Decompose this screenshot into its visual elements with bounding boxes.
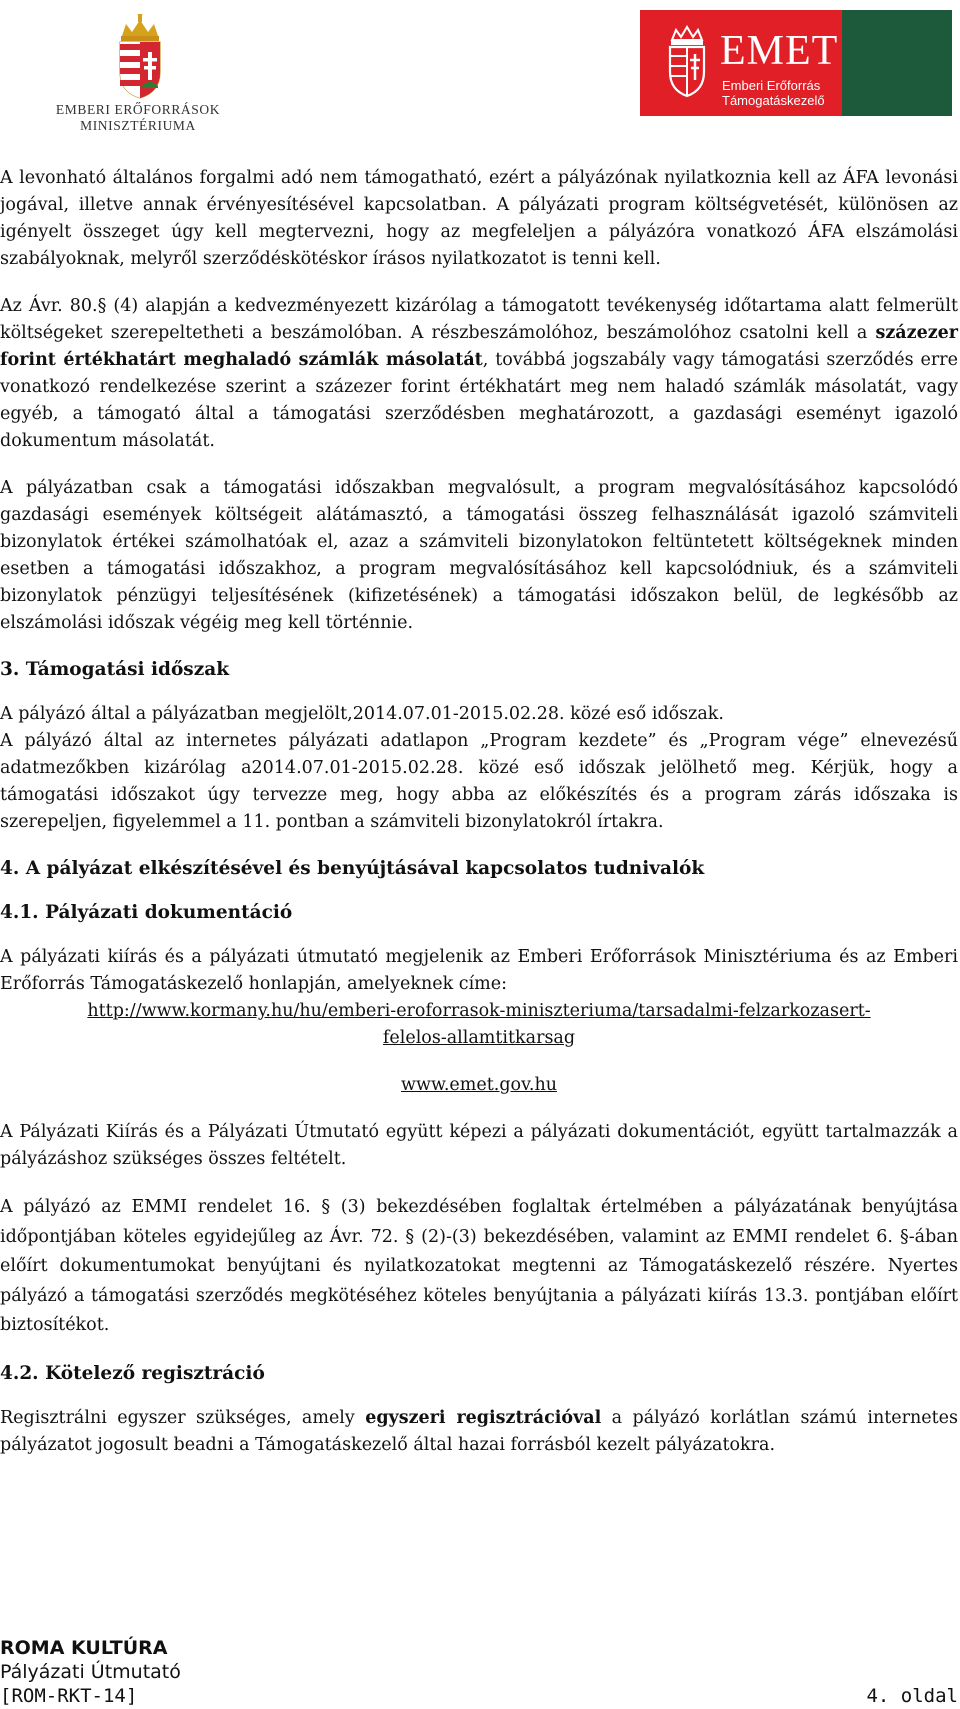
kormany-link-block [0,998,958,1052]
footer-doc-type: Pályázati Útmutató [0,1661,181,1683]
ministry-name-line2: MINISZTÉRIUMA [80,118,196,133]
kormany-link-line2[interactable]: felelos-allamtitkarsag [382,1028,576,1048]
page-footer [0,1636,958,1708]
paragraph-avr-80-bold: százezer forint értékhatárt meghaladó számlák másolatát [0,323,958,370]
paragraph-period: A pályázó által a pályázatban megjelölt,2014.07.01-2015.02.28. közé eső időszak. [0,704,724,724]
kormany-link-line1[interactable]: http://www.kormany.hu/hu/emberi-eroforrasok-miniszteriuma/tarsadalmi-felzarkozasert- [87,1001,871,1021]
paragraph-registration-bold: egyszeri regisztrációval [365,1407,602,1428]
paragraph-registration [0,1405,958,1459]
paragraph-vat: A levonható általános forgalmi adó nem támogatható, ezért a pályázónak nyilatkoznia kell az ÁFA levonási jogával, illetve annak érvényesítésével kapcsolatban. A pályázati program költségvetését, különösen az igényelt összeget úgy kell megtervezni, hogy az megfeleljen a pályázóra vonatkozó ÁFA elszámolási szabályoknak, melyről szerződéskötéskor írásos nyilatkozatot is tenni kell. [0,168,958,269]
footer-program-title: ROMA KULTÚRA [0,1637,168,1659]
section-heading-4-2: 4.2. Kötelező regisztráció [0,1362,265,1384]
section-heading-4-1: 4.1. Pályázati dokumentáció [0,902,293,923]
emet-crest-icon [664,24,710,98]
emet-logo-green-block [842,10,952,116]
paragraph-avr-80 [0,293,958,455]
paragraph-period-details: A pályázó által az internetes pályázati adatlapon „Program kezdete” és „Program vége” elnevezésű adatmezőkben kizárólag a2014.07.01-2015.02.28. közé eső időszak jelölhető meg. Kérjük, hogy a támogatási időszakot úgy tervezze meg, hogy abba az előkészítés és a program zárás időszaka is szerepeljen, figyelemmel a 11. pontban a számviteli bizonylatokról írtakra. [0,731,958,832]
ministry-logo [48,14,228,134]
emet-logo-title: EMET [720,28,839,74]
paragraph-emmi-decree: A pályázó az EMMI rendelet 16. § (3) bekezdésében foglaltak értelmében a pályázatának benyújtása időpontjában köteles egyidejűleg az Ávr. 72. § (2)-(3) bekezdésében, valamint az EMMI rendelet 6. §-ában előírt dokumentumokat benyújtani és nyilatkozatokat megtenni az Támogatáskezelő részére. Nyertes pályázó a támogatási szerződés megkötéséhez köteles benyújtania a pályázati kiírás 13.3. pontjában előírt biztosítékot. [0,1197,958,1335]
ministry-logo-text [48,102,228,134]
emet-logo-subtitle [722,78,825,108]
emet-logo [640,10,952,116]
emet-link-block [0,1072,958,1099]
paragraph-avr-80-part2: , továbbá jogszabály vagy támogatási szerződés erre vonatkozó rendelkezése szerint a százezer forint értékhatárt meg nem haladó számlák másolatát, vagy egyéb, a támogató által a támogatási szerződésben meghatározott, a gazdasági eseményt igazoló dokumentum másolatát. [0,350,958,451]
paragraph-documentation-scope: A Pályázati Kiírás és a Pályázati Útmutató együtt képezi a pályázati dokumentációt, együtt tartalmazzák a pályázáshoz szükséges összes feltételt. [0,1122,958,1169]
footer-doc-code: [ROM-RKT-14] [0,1685,138,1707]
paragraph-eligible-costs: A pályázatban csak a támogatási időszakban megvalósult, a program megvalósításához kapcsolódó gazdasági események költségeit alátámasztó, a támogatási összeg felhasználását igazoló számviteli bizonylatok értékei számolhatóak el, azaz a számviteli bizonylatokon feltüntetett költségeknek minden esetben a támogatási időszakhoz, a program megvalósításához kell kapcsolódniuk, és a számviteli bizonylatok pénzügyi teljesítésének (kifizetésének) a támogatási időszakon belül, de legkésőbb az elszámolási időszak végéig meg kell történnie. [0,478,958,633]
emet-link[interactable]: www.emet.gov.hu [401,1075,557,1095]
section-heading-3: 3. Támogatási időszak [0,659,230,680]
section-heading-4: 4. A pályázat elkészítésével és benyújtásával kapcsolatos tudnivalók [0,858,705,879]
paragraph-avr-80-part1: Az Ávr. 80.§ (4) alapján a kedvezményezett kizárólag a támogatott tevékenység időtartama alatt felmerült költségeket szerepeltetheti a beszámolóban. A részbeszámolóhoz, beszámolóhoz csatolni kell a [0,296,958,343]
paragraph-documentation: A pályázati kiírás és a pályázati útmutató megjelenik az Emberi Erőforrások Minisztériuma és az Emberi Erőforrás Támogatáskezelő honlapján, amelyeknek címe: [0,947,958,994]
paragraph-registration-part1: Regisztrálni egyszer szükséges, amely [0,1407,366,1428]
emet-logo-sub-line2: Támogatáskezelő [722,93,825,108]
ministry-name-line1: EMBERI ERŐFORRÁSOK [55,102,221,117]
paragraph-registration-part2: a pályázó korlátlan számú internetes pályázatot jogosult beadni a Támogatáskezelő által hazai forrásból kezelt pályázatokra. [0,1407,958,1455]
footer-page-number: 4. oldal [866,1685,958,1707]
document-body [0,165,958,1479]
emet-logo-sub-line1: Emberi Erőforrás [722,78,821,93]
coat-of-arms-icon [112,14,168,100]
